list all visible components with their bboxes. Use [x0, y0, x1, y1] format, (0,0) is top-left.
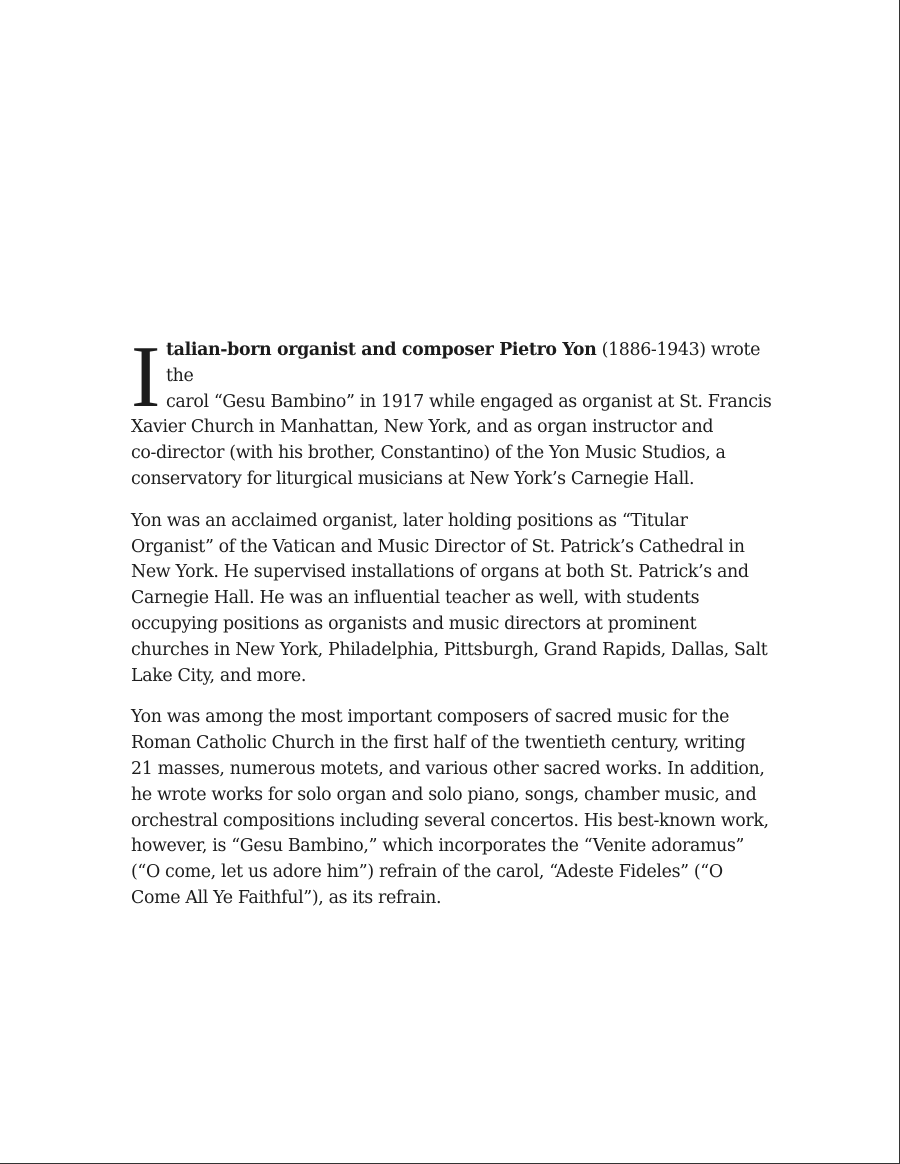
paragraph-line: Come All Ye Faithful”), as its refrain.	[131, 887, 442, 908]
paragraph-line: churches in New York, Philadelphia, Pittsburgh, Grand Rapids, Dallas, Salt	[131, 639, 768, 660]
intro-paragraph	[131, 329, 773, 493]
paragraph-line: occupying positions as organists and music directors at prominent	[131, 613, 697, 634]
paragraph-line: (“O come, let us adore him”) refrain of the carol, “Adeste Fideles” (“O	[131, 862, 723, 883]
composer-works-paragraph	[131, 705, 773, 911]
paragraph-line: carol “Gesu Bambino” in 1917 while engaged as organist at St. Francis	[165, 391, 772, 412]
paragraph-line: Organist” of the Vatican and Music Director of St. Patrick’s Cathedral in	[131, 536, 745, 557]
intro-lead-bold: talian-born organist and composer Pietro Yon	[165, 340, 597, 360]
paragraph-line: Lake City, and more.	[131, 665, 307, 686]
paragraph-line: Yon was an acclaimed organist, later holding positions as “Titular	[131, 510, 688, 531]
paragraph-line: 21 masses, numerous motets, and various other sacred works. In addition,	[131, 758, 765, 779]
paragraph-line: co-director (with his brother, Constantino) of the Yon Music Studios, a	[131, 443, 726, 464]
paragraph-line: Carnegie Hall. He was an influential teacher as well, with students	[131, 588, 700, 609]
paragraph-line: he wrote works for solo organ and solo piano, songs, chamber music, and	[131, 784, 757, 805]
paragraph-line: Xavier Church in Manhattan, New York, and as organ instructor and	[131, 417, 714, 438]
drop-cap-letter: I	[131, 329, 160, 426]
article-body	[131, 329, 773, 928]
organist-career-paragraph	[131, 509, 773, 690]
paragraph-line: however, is “Gesu Bambino,” which incorporates the “Venite adoramus”	[131, 836, 745, 857]
paragraph-line: Yon was among the most important composers of sacred music for the	[131, 707, 730, 728]
paragraph-line: conservatory for liturgical musicians at New York’s Carnegie Hall.	[131, 468, 695, 489]
paragraph-line: New York. He supervised installations of organs at both St. Patrick’s and	[131, 562, 749, 583]
paragraph-line: Roman Catholic Church in the first half of the twentieth century, writing	[131, 733, 746, 754]
paragraph-line: orchestral compositions including several concertos. His best-known work,	[131, 810, 769, 831]
paragraph-line: (1886-1943) wrote the	[165, 340, 761, 386]
